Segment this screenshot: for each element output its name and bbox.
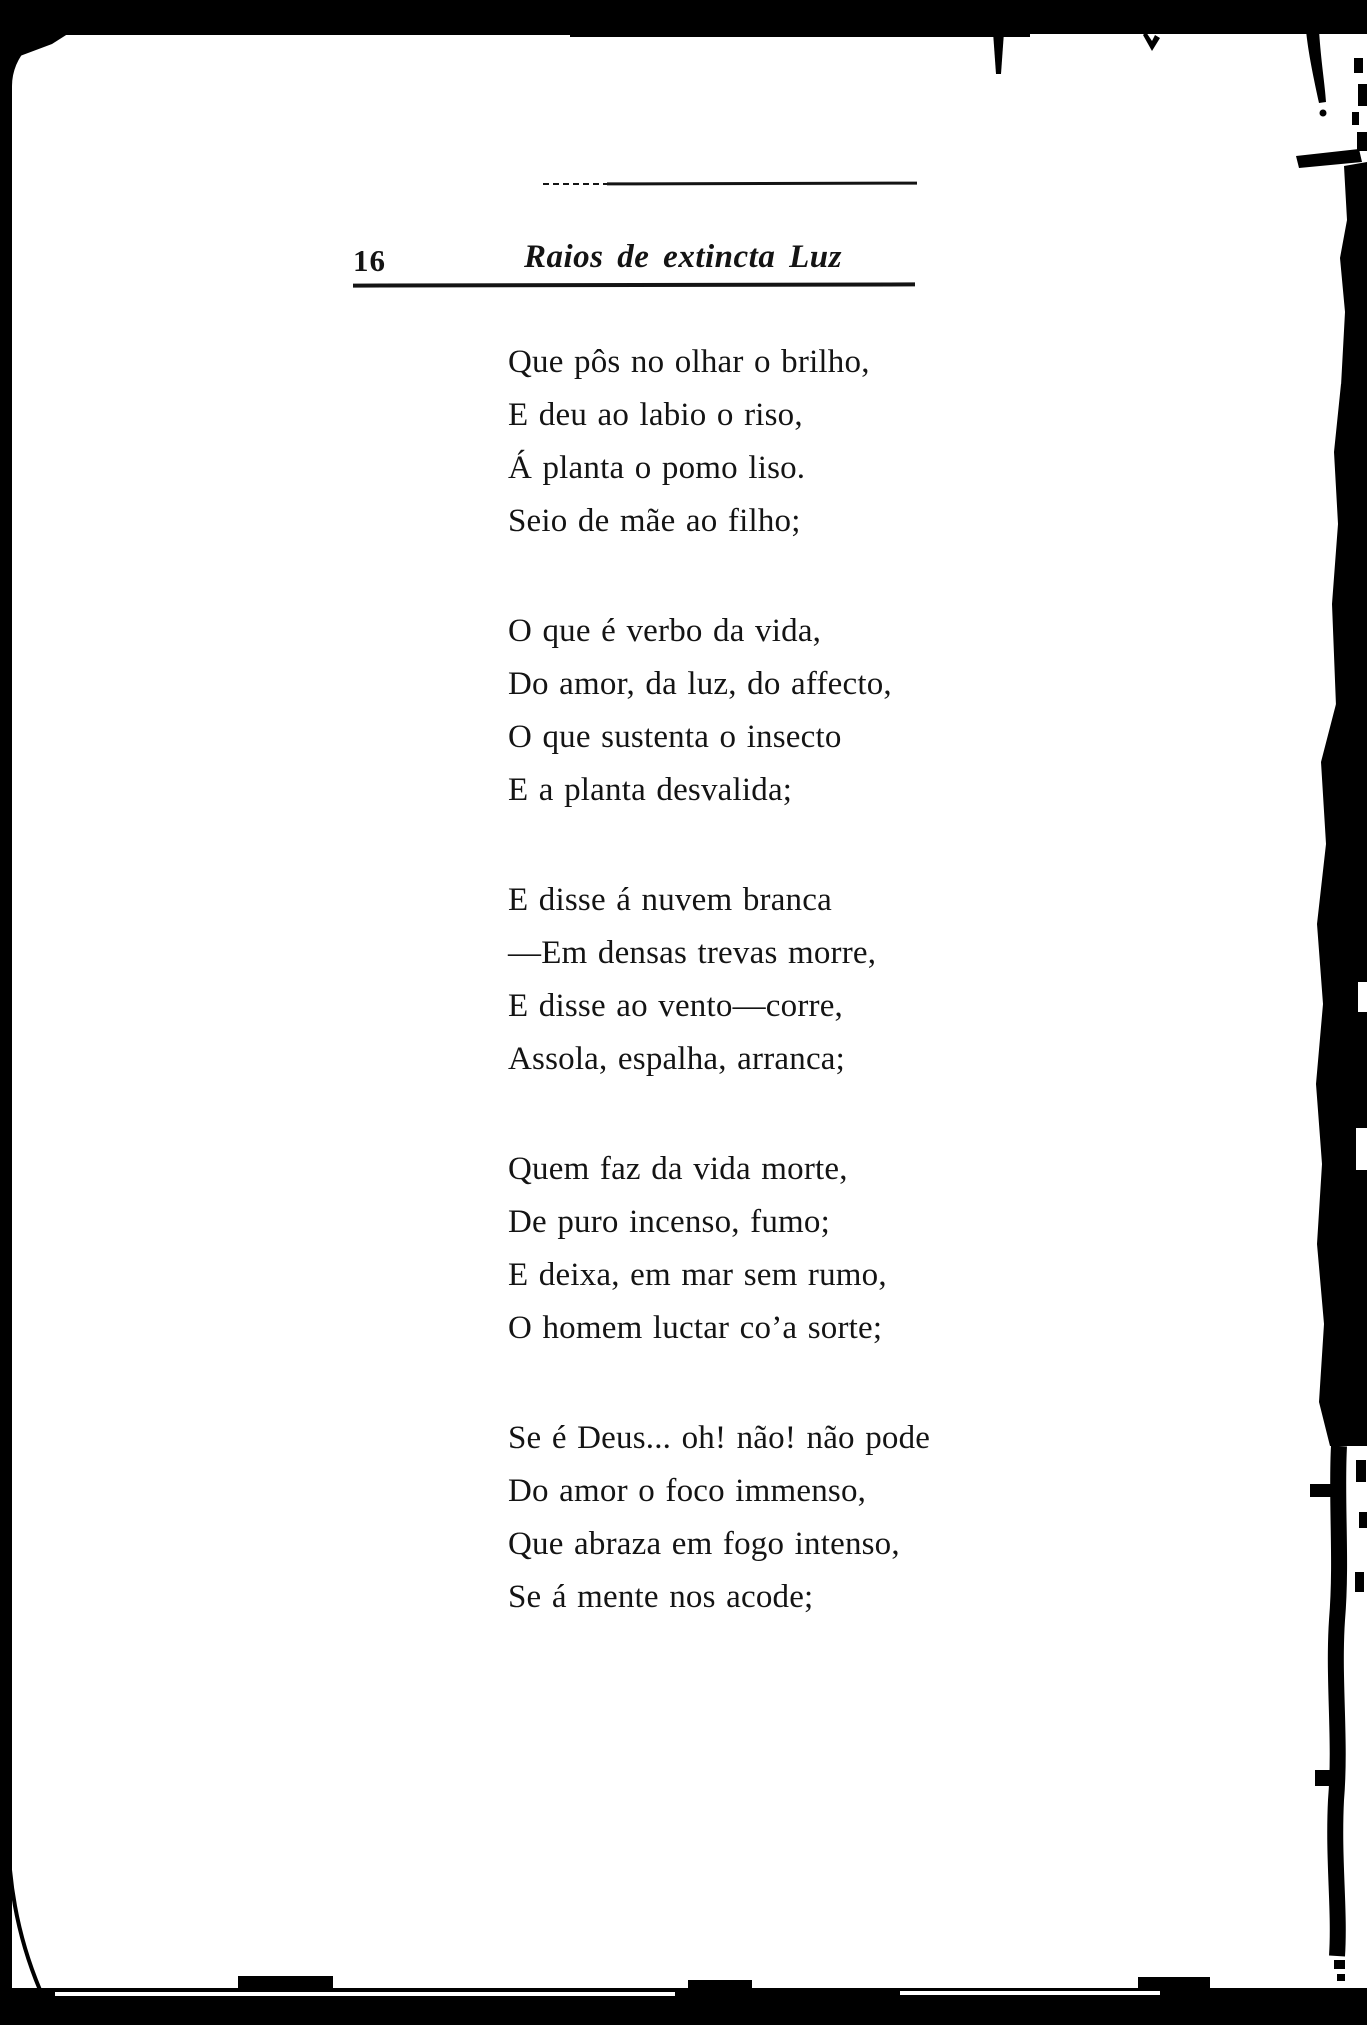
- poem-line: Que pôs no olhar o brilho,: [508, 344, 870, 380]
- page-number: 16: [353, 243, 386, 278]
- header-top-rule-dotted: [543, 183, 609, 185]
- header-top-rule: [607, 182, 917, 186]
- page-paper: [12, 31, 1367, 1988]
- poem-line: Assola, espalha, arranca;: [508, 1041, 846, 1077]
- poem-line: E disse á nuvem branca: [508, 882, 832, 918]
- stanza: [508, 874, 930, 1086]
- stanza: [508, 336, 930, 548]
- poem-line: E deixa, em mar sem rumo,: [508, 1257, 887, 1293]
- poem: [508, 336, 930, 1681]
- poem-line: De puro incenso, fumo;: [508, 1204, 830, 1240]
- poem-line: E deu ao labio o riso,: [508, 397, 803, 433]
- poem-line: Do amor o foco immenso,: [508, 1473, 867, 1509]
- poem-line: O homem luctar co’a sorte;: [508, 1310, 883, 1346]
- poem-line: Se é Deus... oh! não! não pode: [508, 1420, 931, 1456]
- poem-line: O que sustenta o insecto: [508, 719, 842, 755]
- poem-line: Quem faz da vida morte,: [508, 1151, 848, 1187]
- poem-line: E a planta desvalida;: [508, 772, 793, 808]
- stanza: [508, 1412, 930, 1624]
- poem-line: —Em densas trevas morre,: [508, 935, 877, 971]
- poem-line: Se á mente nos acode;: [508, 1579, 814, 1615]
- poem-line: Que abraza em fogo intenso,: [508, 1526, 900, 1562]
- stanza: [508, 605, 930, 817]
- poem-line: Do amor, da luz, do affecto,: [508, 666, 892, 702]
- poem-line: Á planta o pomo liso.: [508, 450, 806, 486]
- poem-line: E disse ao vento—corre,: [508, 988, 843, 1024]
- running-title: Raios de extincta Luz: [524, 239, 842, 275]
- header-bottom-rule: [353, 282, 915, 287]
- stanza: [508, 1143, 930, 1355]
- poem-line: O que é verbo da vida,: [508, 613, 822, 649]
- poem-line: Seio de mãe ao filho;: [508, 503, 801, 539]
